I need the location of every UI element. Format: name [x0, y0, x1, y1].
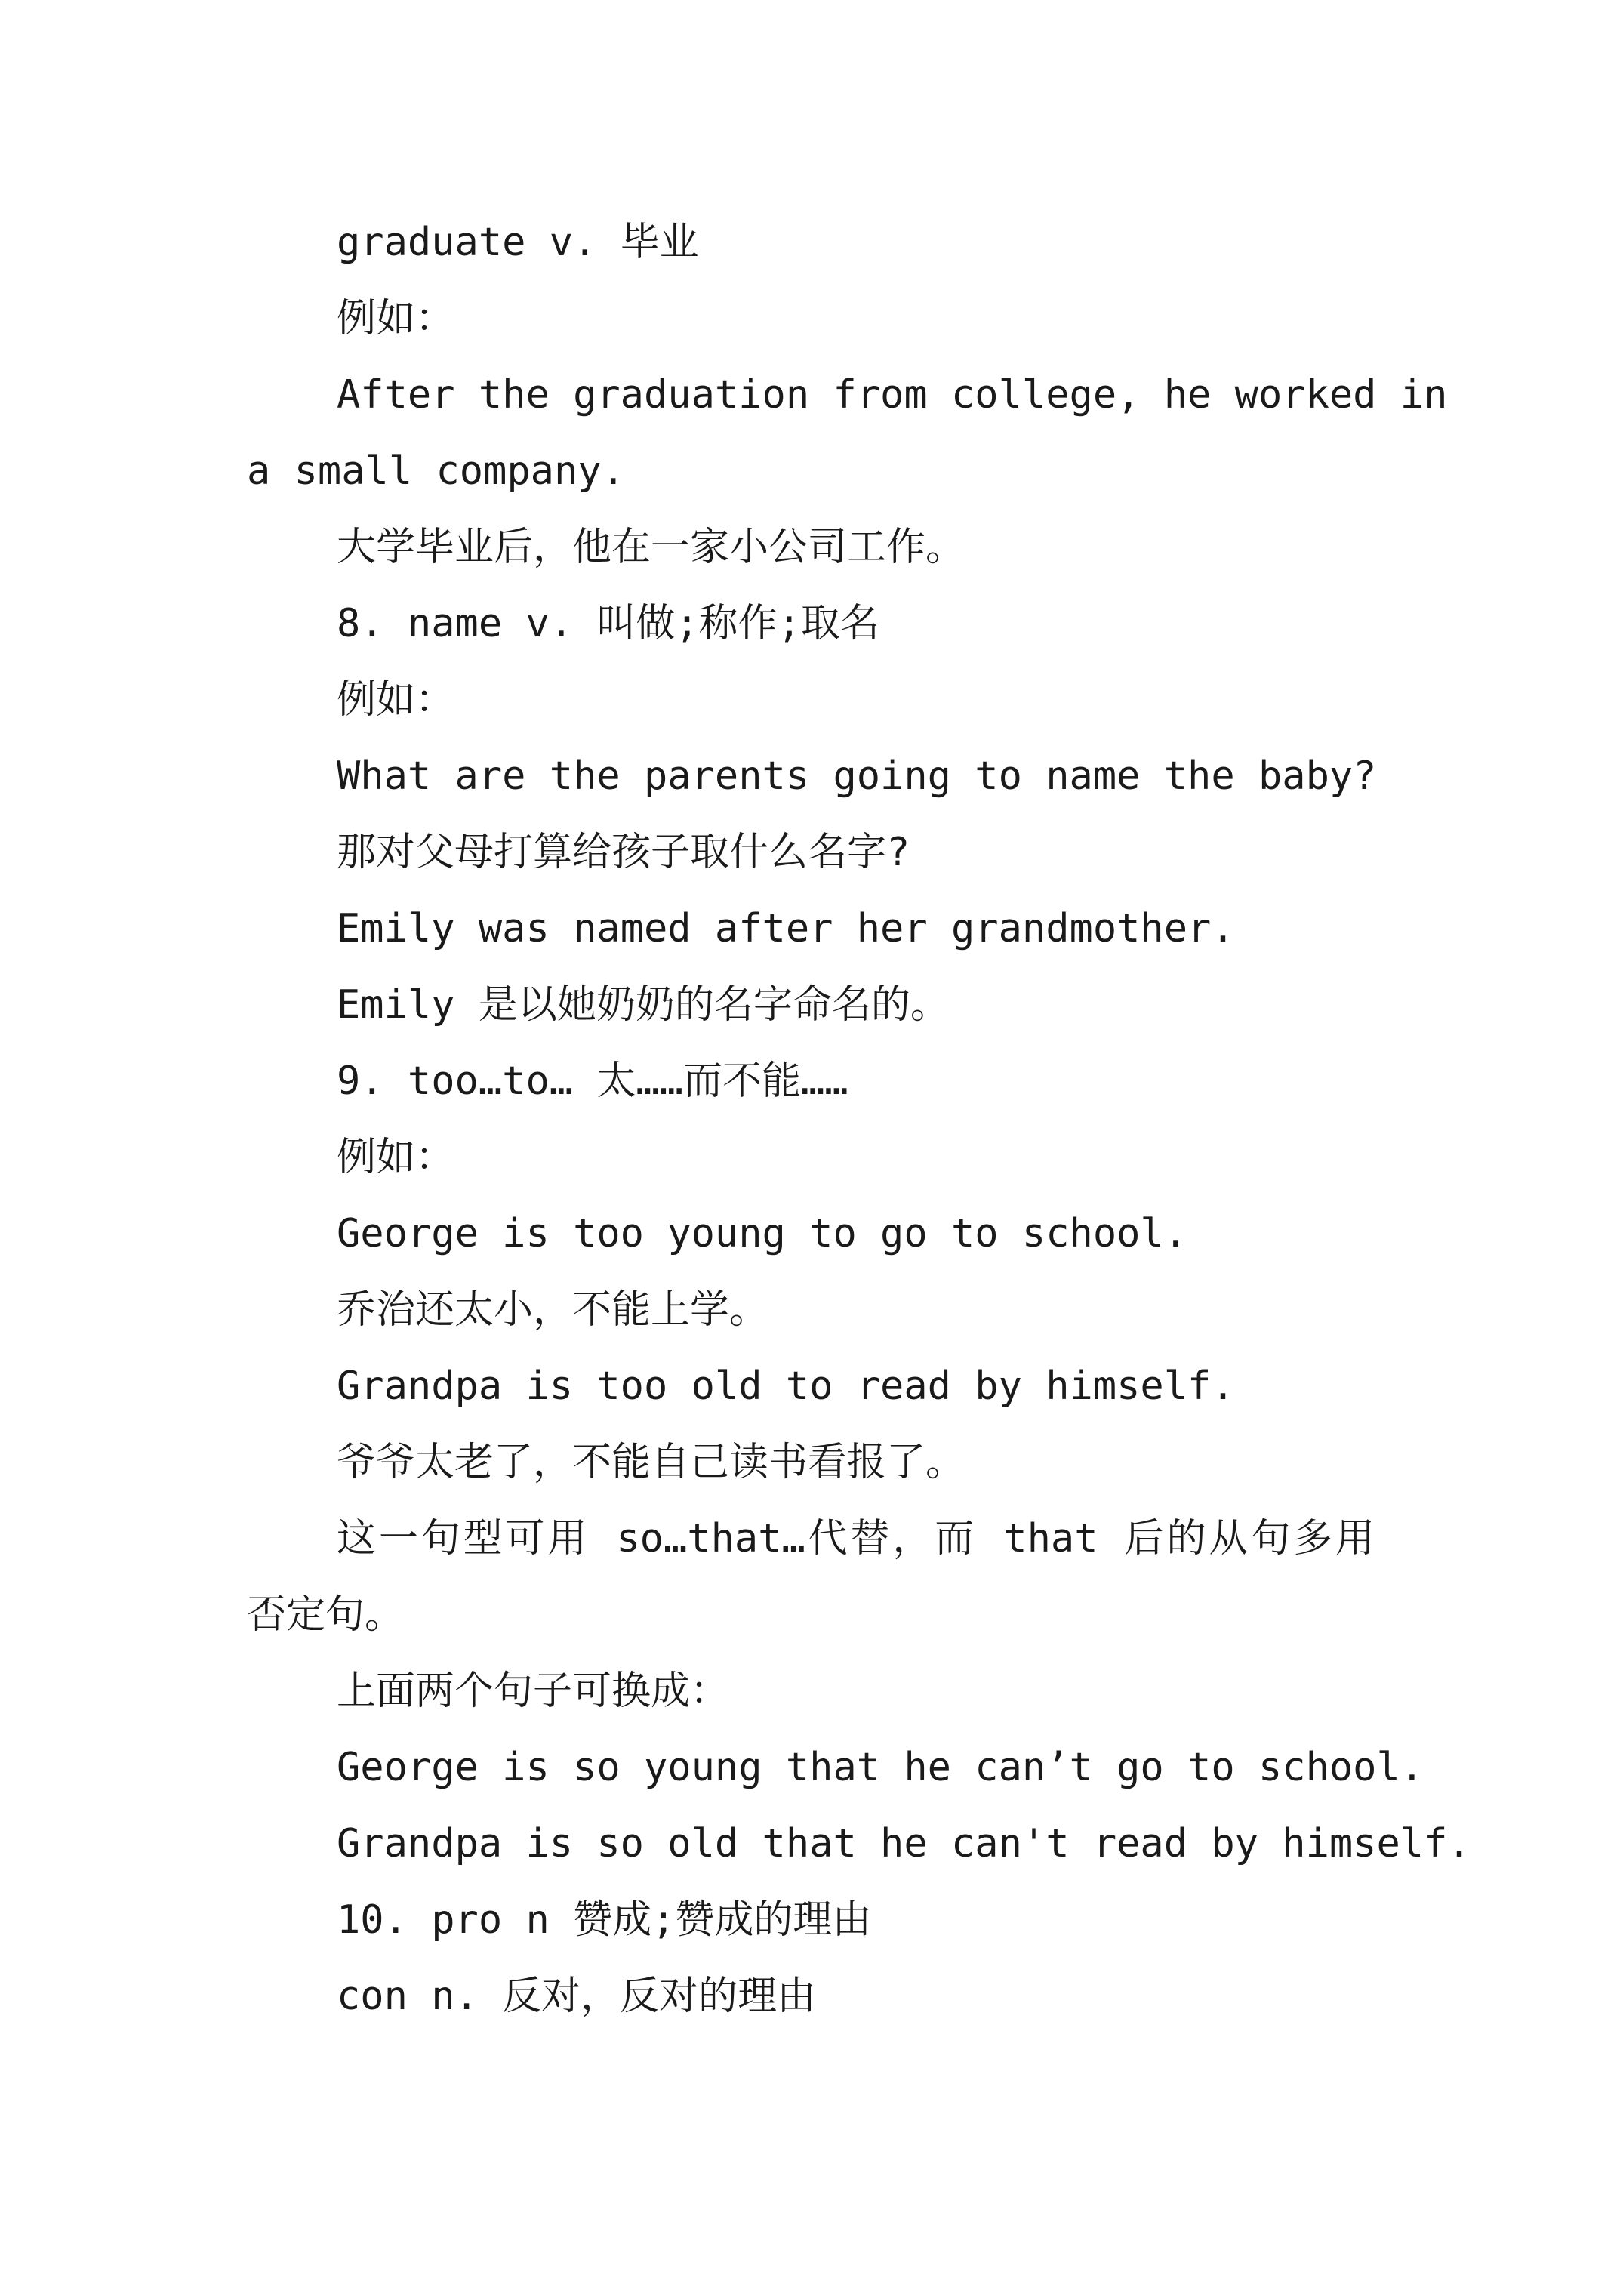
text-line-example-sentence: What are the parents going to name the baby?: [337, 754, 1377, 799]
text-line-item-9: 9. too…to… 太……而不能……: [337, 1059, 848, 1104]
text-line-example-label: 例如：: [337, 1135, 455, 1180]
text-line-item-10: 10. pro n 赞成;赞成的理由: [337, 1897, 872, 1943]
text-line-example-sentence: Grandpa is so old that he can't read by himself.: [337, 1821, 1471, 1866]
text-line-translation: 乔治还太小，不能上学。: [337, 1287, 769, 1333]
text-line-translation: 那对父母打算给孩子取什么名字?: [337, 830, 910, 875]
text-line-translation: Emily 是以她奶奶的名字命名的。: [337, 982, 950, 1028]
text-line-example-label: 例如：: [337, 677, 455, 723]
text-line-translation: 爷爷太老了，不能自己读书看报了。: [337, 1440, 965, 1485]
text-line-note-cont: 否定句。: [247, 1592, 405, 1638]
text-line-rewrite-label: 上面两个句子可换成：: [337, 1669, 730, 1714]
text-line-example-sentence: After the graduation from college, he worked in: [337, 372, 1448, 418]
text-line-example-sentence: George is so young that he can’t go to school.: [337, 1745, 1424, 1790]
text-line-translation: 大学毕业后，他在一家小公司工作。: [337, 525, 965, 570]
text-line-con: con n. 反对，反对的理由: [337, 1974, 817, 2019]
text-line-example-label: 例如：: [337, 296, 455, 341]
text-line-example-sentence: Emily was named after her grandmother.: [337, 906, 1235, 951]
text-line-example-sentence: George is too young to go to school.: [337, 1211, 1188, 1256]
text-line-graduate: graduate v. 毕业: [337, 220, 699, 265]
text-line-note: 这一句型可用 so…that…代替，而 that 后的从句多用: [337, 1516, 1375, 1561]
text-line-item-8: 8. name v. 叫做;称作;取名: [337, 601, 879, 646]
text-line-example-sentence-cont: a small company.: [247, 448, 625, 494]
text-line-example-sentence: Grandpa is too old to read by himself.: [337, 1364, 1235, 1409]
